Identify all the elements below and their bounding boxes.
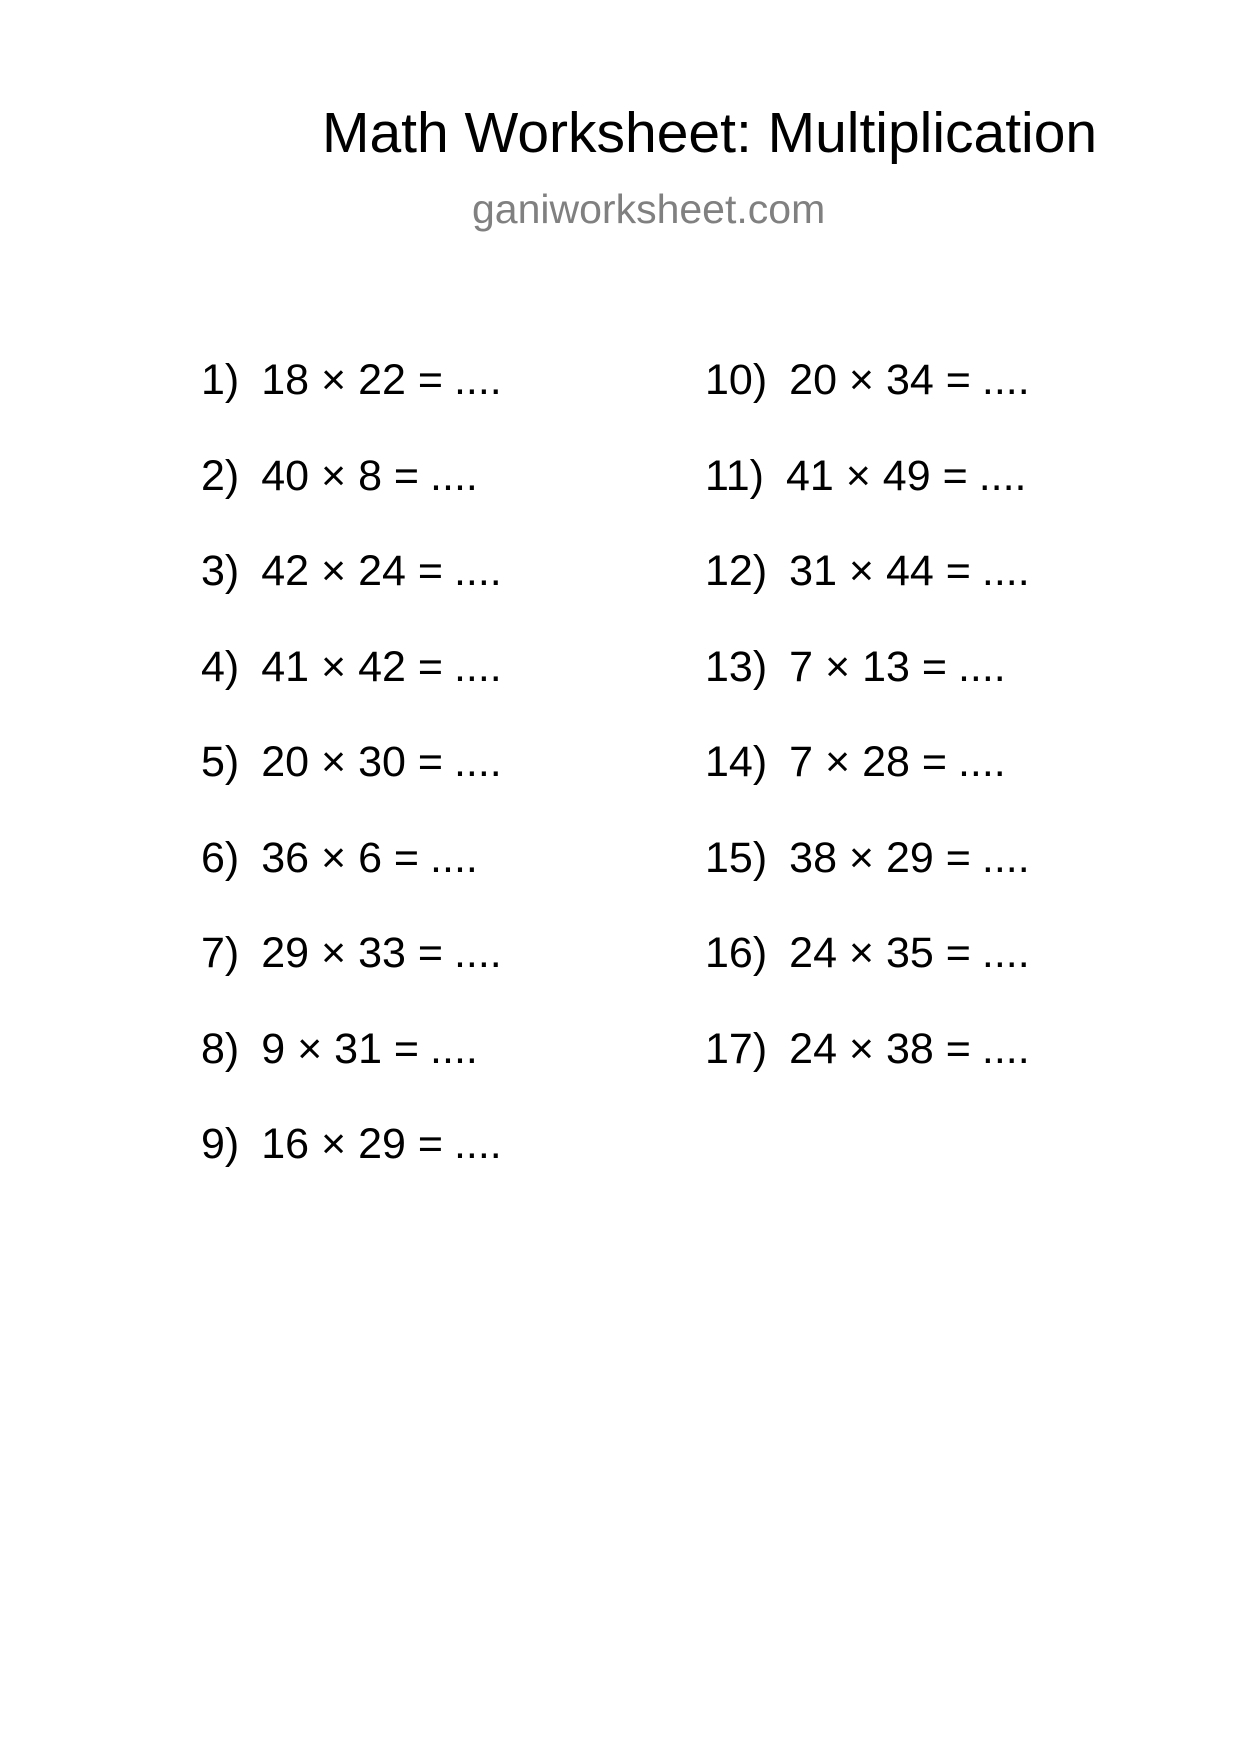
answer-blank[interactable]: .... bbox=[430, 1024, 478, 1073]
problem-number: 7) bbox=[201, 929, 240, 977]
problem-number: 15) bbox=[705, 833, 768, 882]
problem-item bbox=[201, 1116, 502, 1212]
problem-expression: 41 × 42 = bbox=[261, 642, 443, 691]
answer-blank[interactable]: .... bbox=[453, 929, 502, 977]
problem-expression: 38 × 29 = bbox=[789, 833, 971, 882]
problem-column-right bbox=[705, 352, 1030, 1116]
problem-item bbox=[201, 734, 502, 830]
problem-item bbox=[705, 448, 1030, 544]
problem-expression: 24 × 38 = bbox=[789, 1024, 971, 1073]
problem-number: 6) bbox=[201, 833, 240, 882]
problem-item bbox=[201, 448, 502, 544]
problem-number: 8) bbox=[201, 1024, 240, 1073]
problem-number: 14) bbox=[705, 738, 768, 786]
answer-blank[interactable]: .... bbox=[453, 356, 502, 404]
problem-number: 17) bbox=[705, 1024, 768, 1073]
problem-item bbox=[201, 352, 502, 448]
problem-expression: 20 × 34 = bbox=[789, 356, 971, 404]
answer-blank[interactable]: .... bbox=[453, 738, 502, 786]
answer-blank[interactable]: .... bbox=[957, 738, 1006, 786]
problem-number: 4) bbox=[201, 642, 240, 691]
problem-expression: 9 × 31 = bbox=[261, 1024, 420, 1073]
problem-item bbox=[705, 543, 1030, 639]
problem-item bbox=[201, 925, 502, 1021]
answer-blank[interactable]: .... bbox=[981, 929, 1030, 977]
answer-blank[interactable]: .... bbox=[453, 1120, 502, 1168]
problem-item bbox=[201, 1021, 502, 1117]
problem-expression: 41 × 49 = bbox=[785, 451, 968, 500]
problem-item bbox=[201, 639, 502, 735]
website-label: ganiworksheet.com bbox=[472, 186, 826, 232]
problem-number: 2) bbox=[201, 451, 240, 500]
problem-expression: 24 × 35 = bbox=[789, 929, 971, 977]
problem-number: 13) bbox=[705, 642, 768, 691]
problem-expression: 7 × 13 = bbox=[789, 642, 947, 691]
problem-number: 10) bbox=[705, 356, 768, 404]
problem-item bbox=[201, 543, 502, 639]
answer-blank[interactable]: .... bbox=[978, 451, 1027, 500]
answer-blank[interactable]: .... bbox=[981, 1024, 1030, 1073]
problem-number: 5) bbox=[201, 738, 240, 786]
problem-item bbox=[705, 925, 1030, 1021]
problem-number: 16) bbox=[705, 929, 768, 977]
problem-expression: 36 × 6 = bbox=[261, 833, 420, 882]
problem-column-left bbox=[201, 352, 502, 1212]
problem-expression: 40 × 8 = bbox=[261, 451, 420, 500]
answer-blank[interactable]: .... bbox=[957, 642, 1006, 691]
problem-expression: 18 × 22 = bbox=[261, 356, 443, 404]
answer-blank[interactable]: .... bbox=[981, 356, 1030, 404]
problem-item bbox=[201, 830, 502, 926]
answer-blank[interactable]: .... bbox=[453, 642, 502, 691]
problem-item bbox=[705, 830, 1030, 926]
answer-blank[interactable]: .... bbox=[430, 451, 478, 500]
problem-expression: 42 × 24 = bbox=[261, 547, 443, 595]
problem-item bbox=[705, 734, 1030, 830]
worksheet-title: Math Worksheet: Multiplication bbox=[322, 101, 1098, 165]
problem-number: 1) bbox=[201, 356, 240, 404]
problem-expression: 7 × 28 = bbox=[789, 738, 947, 786]
problem-expression: 16 × 29 = bbox=[261, 1120, 443, 1168]
problem-number: 9) bbox=[201, 1120, 240, 1168]
problem-expression: 29 × 33 = bbox=[261, 929, 443, 977]
problem-expression: 20 × 30 = bbox=[261, 738, 443, 786]
problem-item bbox=[705, 352, 1030, 448]
problem-expression: 31 × 44 = bbox=[789, 547, 971, 595]
answer-blank[interactable]: .... bbox=[981, 833, 1030, 882]
problem-item bbox=[705, 1021, 1030, 1117]
answer-blank[interactable]: .... bbox=[453, 547, 502, 595]
problem-number: 12) bbox=[705, 547, 768, 595]
problem-number: 11) bbox=[705, 451, 764, 500]
answer-blank[interactable]: .... bbox=[430, 833, 478, 882]
answer-blank[interactable]: .... bbox=[981, 547, 1030, 595]
problem-number: 3) bbox=[201, 547, 240, 595]
problem-item bbox=[705, 639, 1030, 735]
